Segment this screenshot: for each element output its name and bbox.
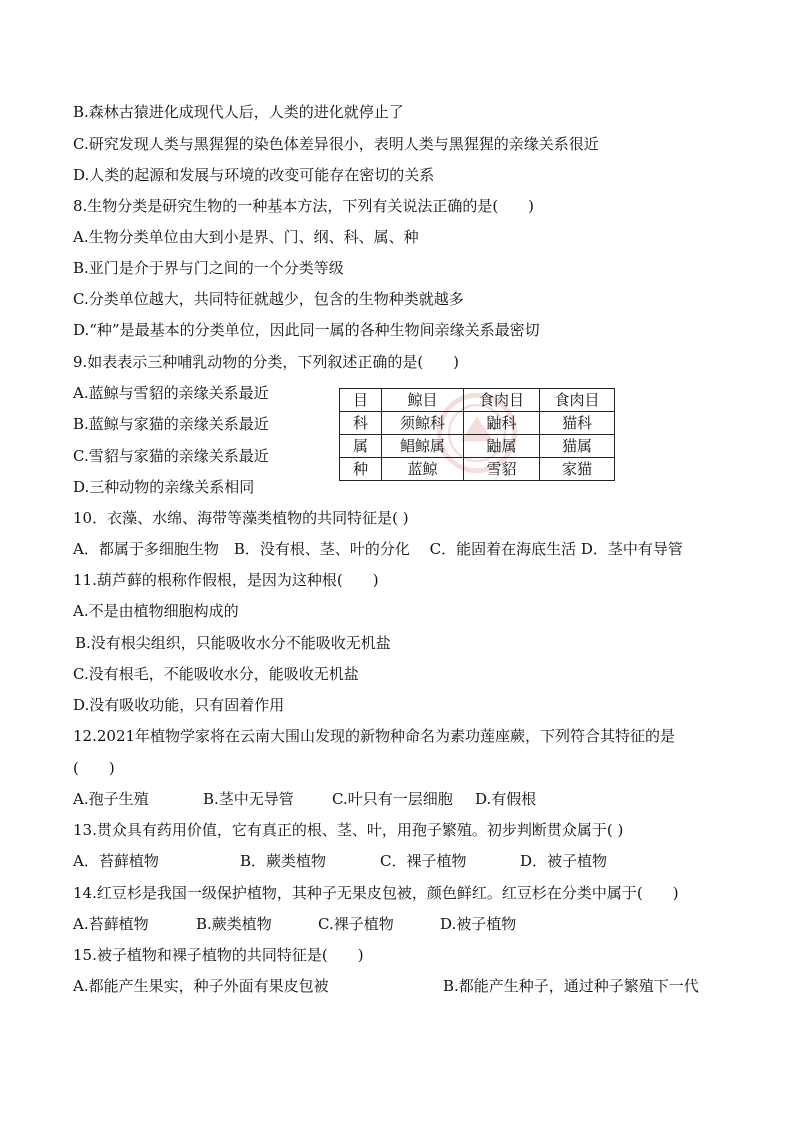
q7-option-d: D.人类的起源和发展与环境的改变可能存在密切的关系: [73, 166, 435, 184]
q9-option-d: D.三种动物的亲缘关系相同: [73, 478, 255, 496]
q13-stem: 13.贯众具有药用价值，它有真正的根、茎、叶，用孢子繁殖。初步判断贯众属于( ): [73, 821, 624, 839]
table-row: [340, 458, 615, 481]
table-cell: 须鲸科: [382, 412, 464, 435]
q7-option-c: C.研究发现人类与黑猩猩的染色体差异很小，表明人类与黑猩猩的亲缘关系很近: [73, 135, 599, 153]
table-cell: 蓝鲸: [382, 458, 464, 481]
table-cell: 食肉目: [464, 389, 540, 412]
q15-option-b: B.都能产生种子，通过种子繁殖下一代: [443, 977, 699, 995]
classification-table: [339, 388, 615, 481]
table-cell: 食肉目: [540, 389, 615, 412]
q10-options: A．都属于多细胞生物 B．没有根、茎、叶的分化 C．能固着在海底生活 D．茎中有导管: [73, 540, 683, 558]
q13-option-a: A．苔藓植物: [73, 852, 159, 870]
q14-option-a: A.苔藓植物: [73, 915, 149, 933]
q10-stem: 10．衣藻、水绵、海带等藻类植物的共同特征是( ): [73, 509, 409, 527]
table-row: [340, 412, 615, 435]
q12-option-a: A.孢子生殖: [73, 790, 149, 808]
q15-option-a: A.都能产生果实，种子外面有果皮包被: [73, 977, 329, 995]
q9-option-b: B.蓝鲸与家猫的亲缘关系最近: [73, 415, 269, 433]
q11-option-b: B.没有根尖组织，只能吸收水分不能吸收无机盐: [75, 634, 391, 652]
q14-stem: 14.红豆杉是我国一级保护植物，其种子无果皮包被，颜色鲜红。红豆杉在分类中属于( ): [73, 884, 679, 902]
q9-stem: 9.如表表示三种哺乳动物的分类，下列叙述正确的是( ): [73, 353, 460, 371]
table-row: [340, 435, 615, 458]
table-cell: 鼬属: [464, 435, 540, 458]
table-cell: 属: [340, 435, 382, 458]
q11-option-a: A.不是由植物细胞构成的: [73, 602, 239, 620]
table-row: [340, 389, 615, 412]
table-cell: 鲸目: [382, 389, 464, 412]
q12-option-d: D.有假根: [475, 790, 537, 808]
q12-stem: 12.2021年植物学家将在云南大围山发现的新物种命名为素功莲座蕨，下列符合其特征的是: [73, 727, 676, 745]
table-cell: 猫科: [540, 412, 615, 435]
table-cell: 家猫: [540, 458, 615, 481]
table-cell: 猫属: [540, 435, 615, 458]
table-cell: 鲳鲸属: [382, 435, 464, 458]
q11-stem: 11.葫芦藓的根称作假根，是因为这种根( ): [73, 571, 379, 589]
q11-option-c: C.没有根毛，不能吸收水分，能吸收无机盐: [73, 665, 359, 683]
q12-stem-bracket: ( ): [73, 759, 115, 777]
table-cell: 科: [340, 412, 382, 435]
table-cell: 种: [340, 458, 382, 481]
q14-option-c: C.裸子植物: [318, 915, 394, 933]
q8-option-c: C.分类单位越大，共同特征就越少，包含的生物种类就越多: [73, 290, 464, 308]
q8-stem: 8.生物分类是研究生物的一种基本方法，下列有关说法正确的是( ): [73, 197, 535, 215]
q9-option-c: C.雪貂与家猫的亲缘关系最近: [73, 447, 269, 465]
q15-stem: 15.被子植物和裸子植物的共同特征是( ): [73, 946, 364, 964]
table-cell: 目: [340, 389, 382, 412]
q11-option-d: D.没有吸收功能，只有固着作用: [73, 696, 285, 714]
q13-option-c: C．裸子植物: [380, 852, 467, 870]
q13-option-b: B．蕨类植物: [240, 852, 327, 870]
q13-option-d: D．被子植物: [520, 852, 608, 870]
q8-option-b: B.亚门是介于界与门之间的一个分类等级: [73, 259, 344, 277]
q8-option-d: D.“种”是最基本的分类单位，因此同一属的各种生物间亲缘关系最密切: [73, 321, 540, 339]
q14-option-d: D.被子植物: [440, 915, 517, 933]
q14-option-b: B.蕨类植物: [196, 915, 272, 933]
table-cell: 雪貂: [464, 458, 540, 481]
q12-option-c: C.叶只有一层细胞: [332, 790, 453, 808]
q12-option-b: B.茎中无导管: [203, 790, 294, 808]
table-cell: 鼬科: [464, 412, 540, 435]
q8-option-a: A.生物分类单位由大到小是界、门、纲、科、属、种: [73, 228, 419, 246]
q9-option-a: A.蓝鲸与雪貂的亲缘关系最近: [73, 384, 269, 402]
q7-option-b: B.森林古猿进化成现代人后，人类的进化就停止了: [73, 103, 404, 121]
